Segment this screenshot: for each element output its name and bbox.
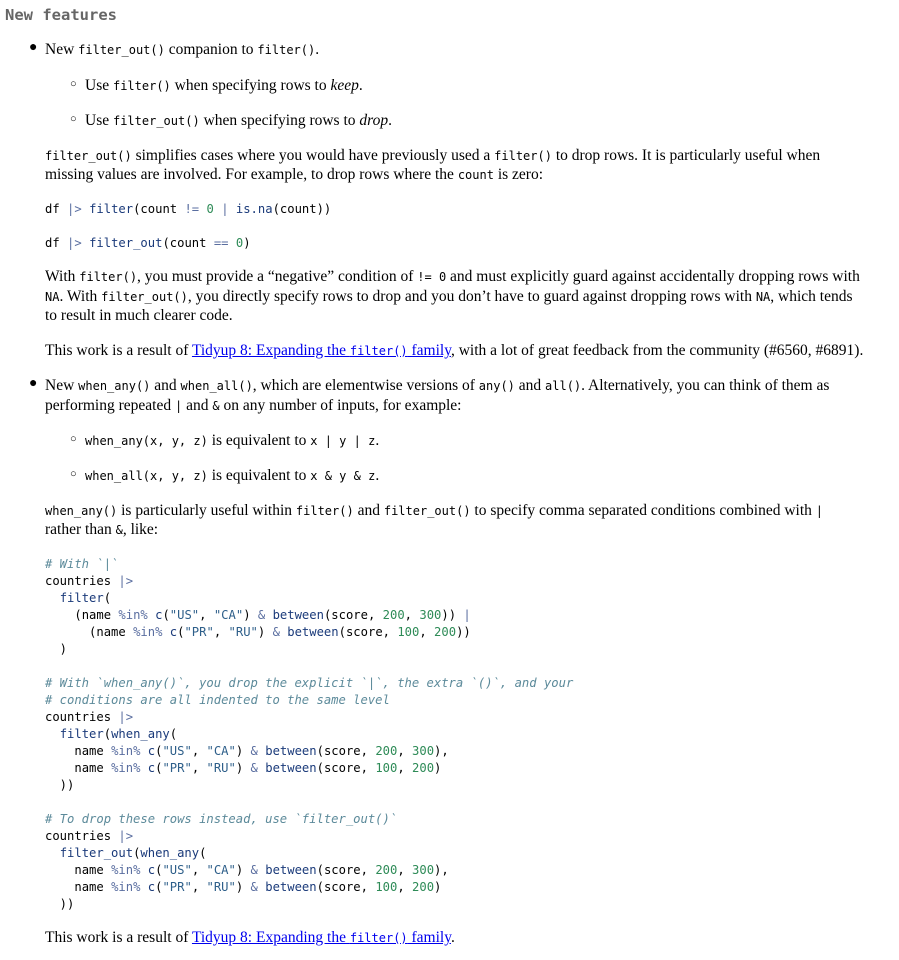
paragraph-line: filter_out() simplifies cases where you would have previously used a filter() to drop rows. It is particularly useful when xyxy=(45,147,821,164)
paragraph-line: This work is a result of Tidyup 8: Expanding the filter() family. xyxy=(45,929,455,946)
paragraph-line: This work is a result of Tidyup 8: Expanding the filter() family, with a lot of great feedback from the community (#6560, #6891). xyxy=(45,342,864,359)
sub-bullet-icon: ○ xyxy=(70,78,77,90)
sub-item-keep: Use filter() when specifying rows to keep. xyxy=(85,77,363,94)
sub-item-when-all: when_all(x, y, z) is equivalent to x & y & z. xyxy=(85,467,380,484)
tidyup-link[interactable]: Tidyup 8: Expanding the filter() family xyxy=(191,929,451,946)
sub-bullet-icon: ○ xyxy=(70,113,77,125)
code-example-filter: df |> filter(count != 0 | is.na(count)) xyxy=(45,202,332,216)
paragraph-line: With filter(), you must provide a “negative” condition of != 0 and must explicitly guard against accidentally dropping rows with xyxy=(45,268,860,285)
bullet-icon: ● xyxy=(29,376,38,391)
sub-bullet-icon: ○ xyxy=(70,433,77,445)
sub-item-when-any: when_any(x, y, z) is equivalent to x | y | z. xyxy=(85,432,380,449)
bullet2-text: New when_any() and when_all(), which are elementwise versions of any() and all(). Alternatively, you can think of them as xyxy=(45,377,830,394)
sub-item-drop: Use filter_out() when specifying rows to drop. xyxy=(85,112,392,129)
bullet1-text: New filter_out() companion to filter(). xyxy=(45,41,320,58)
paragraph-line: NA. With filter_out(), you directly specify rows to drop and you don’t have to guard against dropping rows with NA, which tends xyxy=(45,288,853,305)
tidyup-link[interactable]: Tidyup 8: Expanding the filter() family xyxy=(191,342,451,359)
section-heading: New features xyxy=(5,6,117,24)
sub-bullet-icon: ○ xyxy=(70,468,77,480)
code-block-when-any: # With `|` countries |> filter( (name %in% c("US", "CA") & between(score, 200, 300)) | (name %in% c("PR", "RU") & between(score, 100, 200)) ) # With `when_any()`, you drop the explicit `|`, the extra `()`, and your # conditions are all indented to the same level countries |> filter(when_any( name %in% c("US", "CA") & between(score, 200, 300), name %in% c("PR", "RU") & between(score, 100, 200) )) # To drop these rows instead, use `filter_out()` countries |> filter_out(when_any( name %in% c("US", "CA") & between(score, 200, 300), name %in% c("PR", "RU") & between(score, 100, 200) )) xyxy=(45,557,574,911)
paragraph-line: missing values are involved. For example, to drop rows where the count is zero: xyxy=(45,166,544,183)
paragraph-line: when_any() is particularly useful within filter() and filter_out() to specify comma separated conditions combined with | xyxy=(45,502,823,519)
bullet-icon: ● xyxy=(29,40,38,55)
paragraph-line: rather than &, like: xyxy=(45,521,159,538)
paragraph-line: to result in much clearer code. xyxy=(45,307,233,324)
bullet2-text: performing repeated | and & on any number of inputs, for example: xyxy=(45,397,462,414)
code-example-filter-out: df |> filter_out(count == 0) xyxy=(45,236,251,250)
